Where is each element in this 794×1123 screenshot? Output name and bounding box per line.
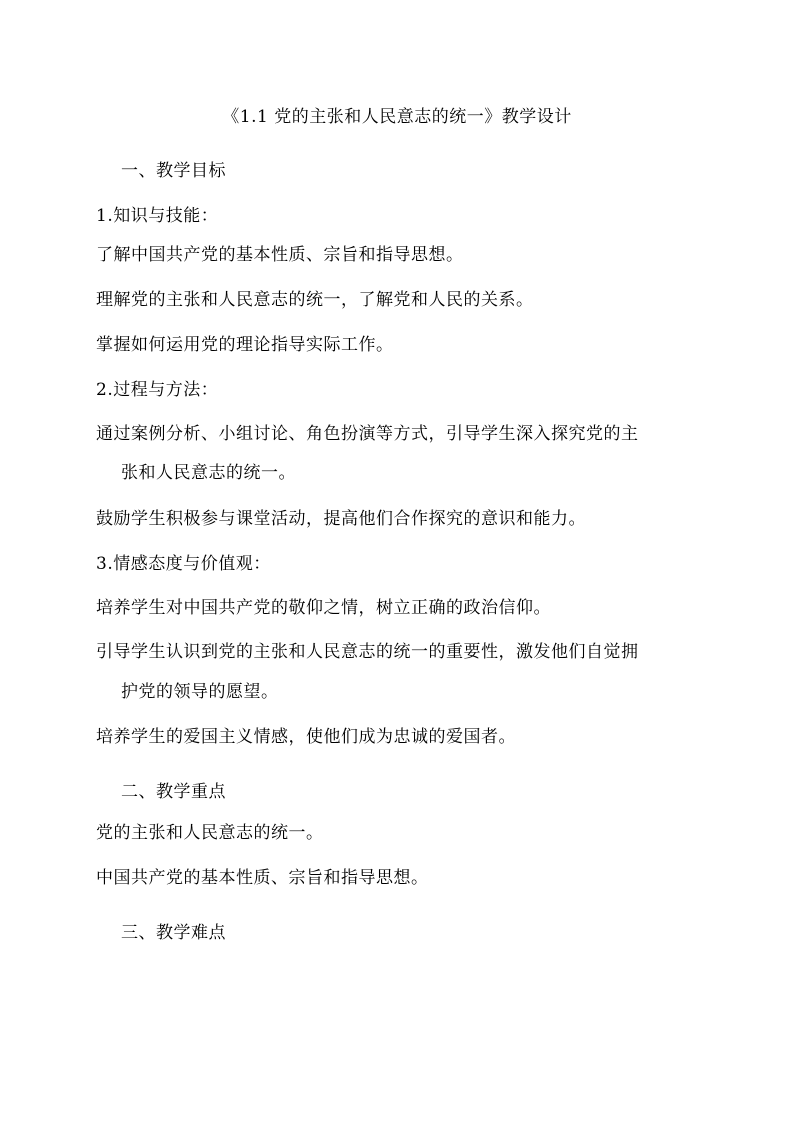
paragraph: 中国共产党的基本性质、宗旨和指导思想。 [96, 868, 429, 888]
paragraph: 培养学生的爱国主义情感，使他们成为忠诚的爱国者。 [96, 727, 516, 747]
paragraph: 通过案例分析、小组讨论、角色扮演等方式，引导学生深入探究党的主 [96, 424, 639, 444]
document-title: 《1.1 党的主张和人民意志的统一》教学设计 [222, 107, 572, 127]
subsection-heading-process: 2.过程与方法： [96, 380, 219, 400]
paragraph-continuation: 张和人民意志的统一。 [121, 463, 296, 483]
paragraph: 鼓励学生积极参与课堂活动，提高他们合作探究的意识和能力。 [96, 509, 586, 529]
paragraph: 掌握如何运用党的理论指导实际工作。 [96, 335, 394, 355]
paragraph: 了解中国共产党的基本性质、宗旨和指导思想。 [96, 245, 464, 265]
subsection-heading-values: 3.情感态度与价值观： [96, 554, 271, 574]
section-heading-difficulties: 三、教学难点 [121, 923, 226, 943]
paragraph-continuation: 护党的领导的愿望。 [121, 682, 279, 702]
paragraph: 理解党的主张和人民意志的统一，了解党和人民的关系。 [96, 290, 534, 310]
paragraph: 引导学生认识到党的主张和人民意志的统一的重要性，激发他们自觉拥 [96, 642, 639, 662]
section-heading-key-points: 二、教学重点 [121, 782, 226, 802]
section-heading-objectives: 一、教学目标 [121, 161, 226, 181]
paragraph: 培养学生对中国共产党的敬仰之情，树立正确的政治信仰。 [96, 598, 551, 618]
paragraph: 党的主张和人民意志的统一。 [96, 823, 324, 843]
subsection-heading-knowledge: 1.知识与技能： [96, 206, 219, 226]
